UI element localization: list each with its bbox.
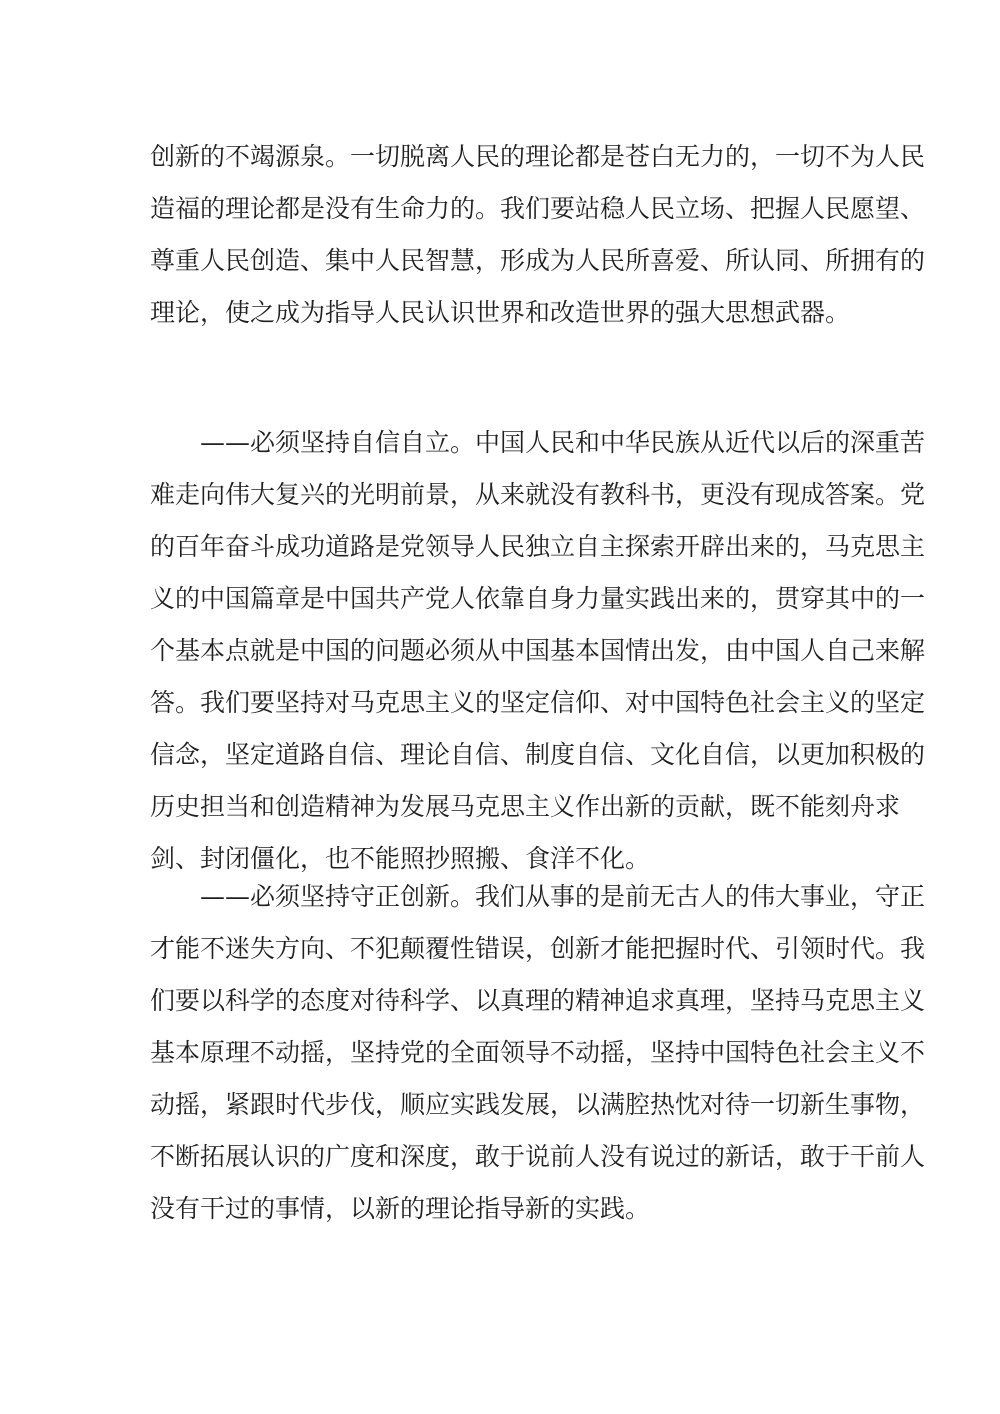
paragraph-line: 义的中国篇章是中国共产党人依靠自身力量实践出来的，贯穿其中的一	[150, 584, 926, 613]
paragraph-line: 才能不迷失方向、不犯颠覆性错误，创新才能把握时代、引领时代。我	[150, 934, 926, 963]
paragraph-line: 难走向伟大复兴的光明前景，从来就没有教科书，更没有现成答案。党	[150, 480, 926, 509]
paragraph-line: 的百年奋斗成功道路是党领导人民独立自主探索开辟出来的，马克思主	[150, 532, 926, 561]
paragraph-line: 信念，坚定道路自信、理论自信、制度自信、文化自信，以更加积极的	[150, 740, 926, 769]
paragraph-line: 理论，使之成为指导人民认识世界和改造世界的强大思想武器。	[150, 298, 851, 327]
paragraph-people-centered	[150, 131, 926, 339]
paragraph-line: 们要以科学的态度对待科学、以真理的精神追求真理，坚持马克思主义	[150, 986, 926, 1015]
paragraph-line: 造福的理论都是没有生命力的。我们要站稳人民立场、把握人民愿望、	[150, 194, 926, 223]
paragraph-line: 没有干过的事情，以新的理论指导新的实践。	[150, 1194, 651, 1223]
paragraph-line: 答。我们要坚持对马克思主义的坚定信仰、对中国特色社会主义的坚定	[150, 688, 926, 717]
paragraph-line: 基本原理不动摇，坚持党的全面领导不动摇，坚持中国特色社会主义不	[150, 1038, 926, 1067]
paragraph-innovation	[150, 871, 926, 1235]
paragraph-line: 尊重人民创造、集中人民智慧，形成为人民所喜爱、所认同、所拥有的	[150, 246, 926, 275]
paragraph-line: ——必须坚持自信自立。中国人民和中华民族从近代以后的深重苦	[150, 428, 926, 457]
paragraph-line: 历史担当和创造精神为发展马克思主义作出新的贡献，既不能刻舟求	[150, 792, 901, 821]
paragraph-line: 动摇，紧跟时代步伐，顺应实践发展，以满腔热忱对待一切新生事物，	[150, 1090, 926, 1119]
paragraph-line: 创新的不竭源泉。一切脱离人民的理论都是苍白无力的，一切不为人民	[150, 142, 926, 171]
paragraph-self-confidence	[150, 417, 926, 885]
paragraph-line: 个基本点就是中国的问题必须从中国基本国情出发，由中国人自己来解	[150, 636, 926, 665]
paragraph-line: 剑、封闭僵化，也不能照抄照搬、食洋不化。	[150, 844, 651, 873]
paragraph-line: 不断拓展认识的广度和深度，敢于说前人没有说过的新话，敢于干前人	[150, 1142, 926, 1171]
paragraph-line: ——必须坚持守正创新。我们从事的是前无古人的伟大事业，守正	[150, 882, 926, 911]
